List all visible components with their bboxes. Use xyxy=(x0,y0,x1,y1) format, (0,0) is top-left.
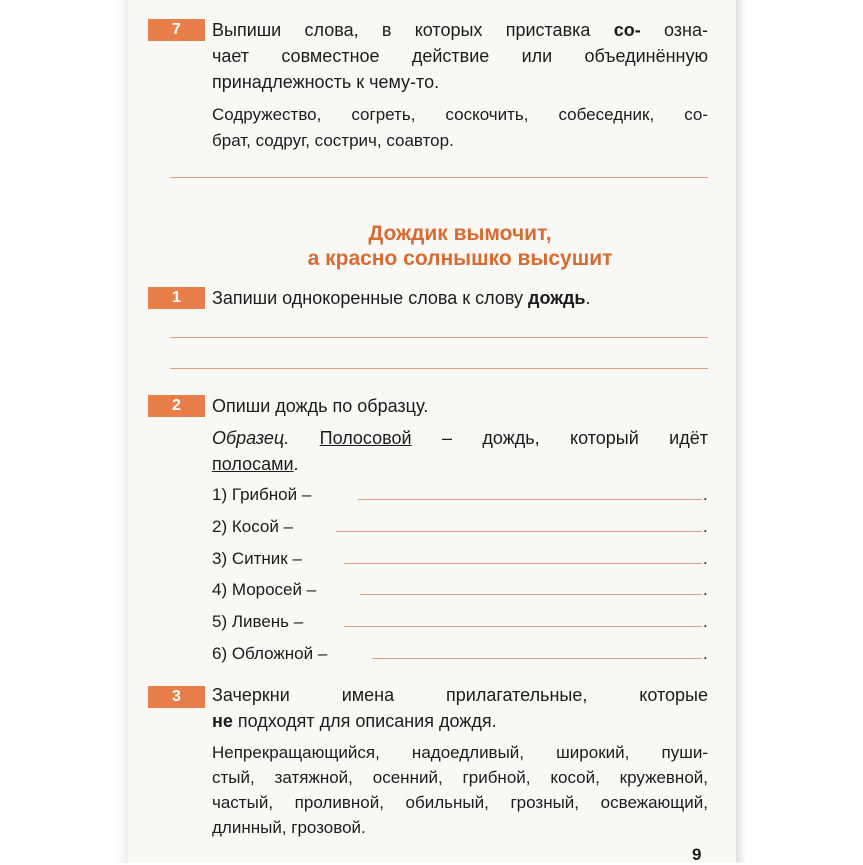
task-2-item-3-period: . xyxy=(703,549,708,568)
task-3-words-line-3: частый, проливной, обильный, грозный, освежающий, xyxy=(212,793,708,812)
task-2-sample-period: . xyxy=(293,454,299,474)
task-7-instruction-line-1 xyxy=(212,17,708,43)
task-3-badge xyxy=(148,686,205,708)
section-title-line-2: а красно солнышко высушит xyxy=(307,247,613,270)
task-2-sample-text: – дождь, который идёт xyxy=(411,428,708,448)
task-7-instruction-line-3: принадлежность к чему-то. xyxy=(212,72,440,92)
task-3-words-line-2: стый, затяжной, осенний, грибной, косой, кружевной, xyxy=(212,768,708,787)
task-1-text: Запиши однокоренные слова к слову xyxy=(212,288,529,308)
task-2-item-4-period: . xyxy=(703,580,708,599)
task-3-number: 3 xyxy=(172,688,181,705)
task-7-prefix: со- xyxy=(613,20,641,40)
task-2-item-2-answer-line[interactable] xyxy=(336,531,702,532)
task-3-words-line-1: Непрекращающийся, надоедливый, широкий, пуши- xyxy=(212,743,708,762)
task-2-item-3: 3) Ситник – xyxy=(212,549,302,568)
task-2-item-5-answer-line[interactable] xyxy=(344,626,702,627)
task-2-sample-line-2 xyxy=(212,451,708,477)
task-3-instruction-line-2 xyxy=(212,708,708,734)
task-7-number: 7 xyxy=(172,21,181,38)
task-2-item-6-period: . xyxy=(703,644,708,663)
page-number: 9 xyxy=(692,845,702,864)
task-7-words-line-1: Содружество, согреть, соскочить, собеседник, со- xyxy=(212,105,708,124)
page-edge-shadow xyxy=(736,0,746,863)
task-2-item-6-answer-line[interactable] xyxy=(372,658,702,659)
task-2-item-1-period: . xyxy=(703,485,708,504)
task-1-period: . xyxy=(585,288,591,308)
task-2-item-5-period: . xyxy=(703,612,708,631)
task-1-answer-line-1[interactable] xyxy=(170,337,708,338)
task-2-sample-word-2: полосами xyxy=(212,454,294,474)
task-2-item-4-answer-line[interactable] xyxy=(360,594,702,595)
task-2-item-6: 6) Обложной – xyxy=(212,644,328,663)
task-1-answer-line-2[interactable] xyxy=(170,368,708,369)
task-2-item-4: 4) Моросей – xyxy=(212,580,317,599)
task-2-number: 2 xyxy=(172,397,181,414)
task-7-text-end: озна- xyxy=(640,20,708,40)
task-2-instruction: Опиши дождь по образцу. xyxy=(212,396,429,416)
section-title-line-1: Дождик вымочит, xyxy=(368,222,552,245)
task-1-badge xyxy=(148,287,205,309)
task-2-item-2: 2) Косой – xyxy=(212,517,294,536)
task-3-words-line-4: длинный, грозовой. xyxy=(212,818,366,837)
task-2-item-1: 1) Грибной – xyxy=(212,485,312,504)
task-2-item-1-answer-line[interactable] xyxy=(358,499,702,500)
task-2-item-3-answer-line[interactable] xyxy=(344,563,702,564)
task-2-sample-label: Образец. xyxy=(212,428,290,448)
task-2-sample-word: Полосовой xyxy=(319,428,412,448)
task-2-item-2-period: . xyxy=(703,517,708,536)
task-7-badge xyxy=(148,19,205,41)
task-1-number: 1 xyxy=(172,289,181,306)
task-7-instruction-line-2: чает совместное действие или объединённую xyxy=(212,46,708,66)
task-2-badge xyxy=(148,395,205,417)
task-7-answer-line[interactable] xyxy=(170,177,708,178)
task-3-negation: не xyxy=(212,711,233,731)
task-1-instruction xyxy=(212,285,708,311)
task-1-keyword: дождь xyxy=(528,288,586,308)
task-3-instruction-line-1: Зачеркни имена прилагательные, которые xyxy=(212,685,708,705)
task-2-item-5: 5) Ливень – xyxy=(212,612,304,631)
task-7-words-line-2: брат, содруг, сострич, соавтор. xyxy=(212,131,454,150)
task-7-text: Выпиши слова, в которых приставка xyxy=(212,20,614,40)
task-3-text: подходят для описания дождя. xyxy=(232,711,497,731)
task-2-sample-line-1 xyxy=(212,425,708,451)
